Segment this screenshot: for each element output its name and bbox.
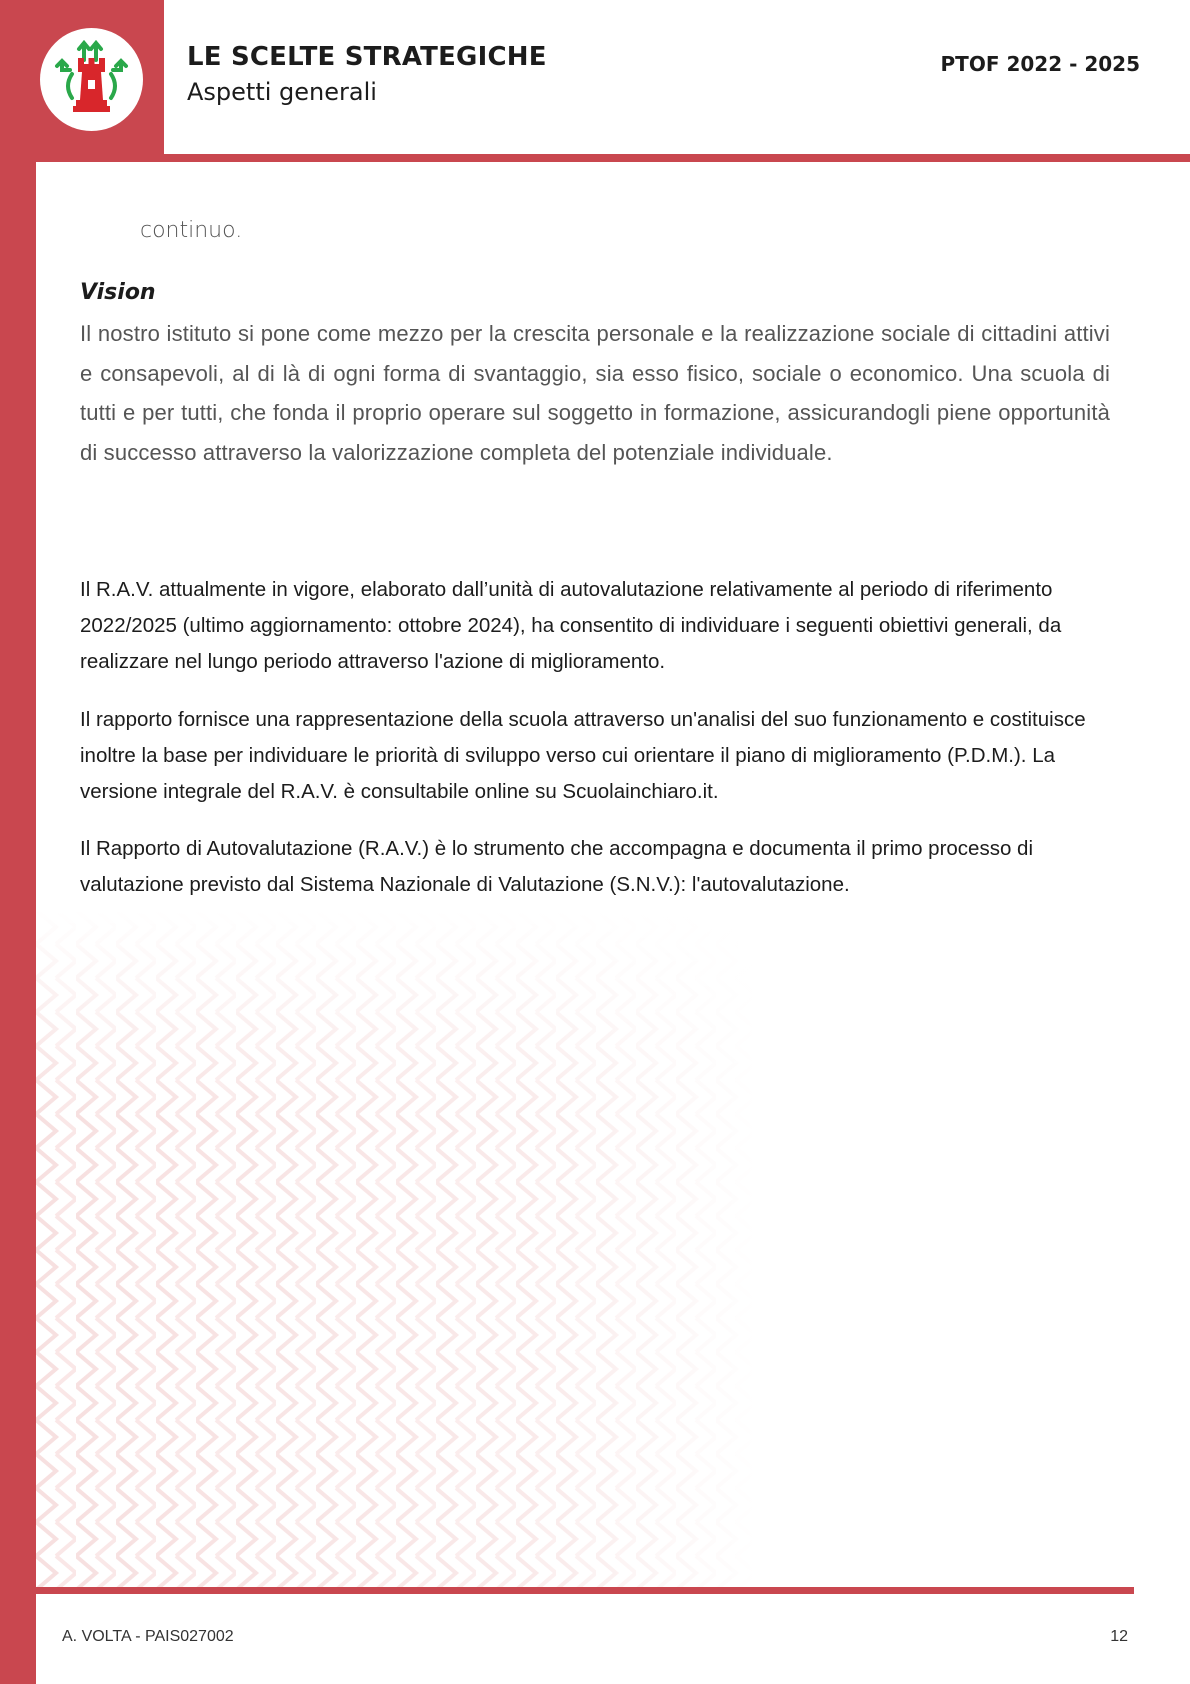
footer-rule [36, 1587, 1134, 1594]
page-title: LE SCELTE STRATEGICHE [187, 42, 547, 72]
rav-paragraph-3: Il Rapporto di Autovalutazione (R.A.V.) è lo strumento che accompagna e documenta il primo processo di valutazione previsto dal Sistema Nazionale di Valutazione (S.N.V.): l'autovalutazione. [80, 837, 1034, 896]
vision-paragraph: Il nostro istituto si pone come mezzo per la crescita personale e la realizzazione sociale di cittadini attivi e consapevoli, al di là di ogni forma di svantaggio, sia esso fisico, sociale o economico. Una scuola di tutti e per tutti, che fonda il proprio operare sul soggetto in formazione, assicurandogli piene opportunità di successo attraverso la valorizzazione completa del potenziale individuale. [80, 321, 1110, 465]
vision-heading: Vision [80, 280, 156, 305]
rav-paragraph-1: Il R.A.V. attualmente in vigore, elaborato dall’unità di autovalutazione relativamente al periodo di riferimento 2022/2025 (ultimo aggiornamento: ottobre 2024), ha consentito di individuare i seguenti obiettivi generali, da realizzare nel lungo periodo attraverso l'azione di miglioramento. [80, 578, 1062, 673]
logo-box [0, 0, 164, 162]
header-rule [36, 154, 1190, 162]
school-tower-logo-icon [40, 28, 143, 131]
ptof-label: PTOF 2022 - 2025 [940, 52, 1140, 76]
page-subtitle: Aspetti generali [187, 78, 377, 106]
continuation-text: continuo. [140, 218, 243, 243]
page-number: 12 [1110, 1628, 1128, 1645]
rav-paragraph-2: Il rapporto fornisce una rappresentazione della scuola attraverso un'analisi del suo funzionamento e costituisce inoltre la base per individuare le priorità di sviluppo verso cui orientare il piano di miglioramento (P.D.M.). La versione integrale del R.A.V. è consultabile online su Scuolainchiaro.it. [80, 708, 1086, 803]
chevron-background-pattern [36, 910, 756, 1590]
footer-school-code: A. VOLTA - PAIS027002 [62, 1628, 234, 1645]
left-accent-band [0, 0, 36, 1684]
